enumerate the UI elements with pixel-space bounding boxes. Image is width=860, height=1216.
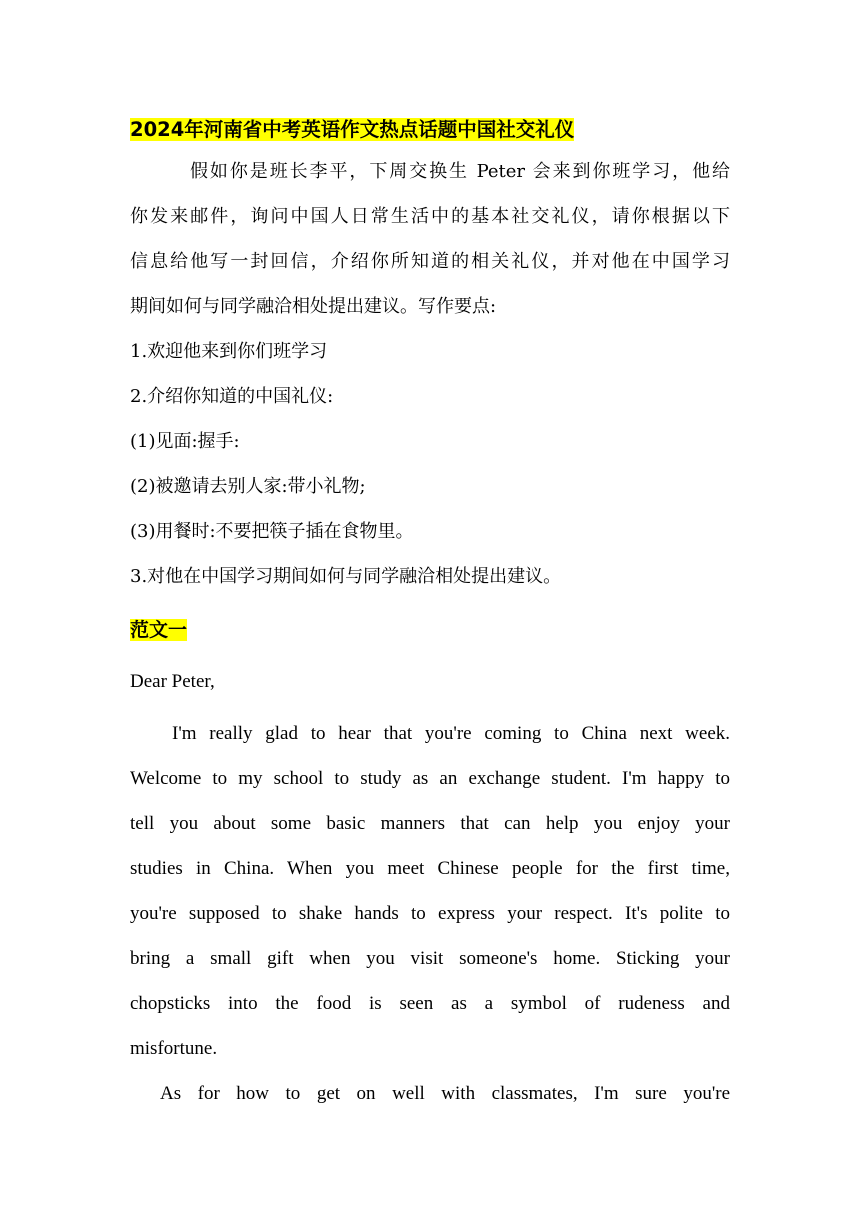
prompt-point: (3)用餐时:不要把筷子插在食物里。 bbox=[130, 521, 414, 542]
sample-heading-highlight: 范文一 bbox=[130, 619, 188, 641]
title-highlight: 2024年河南省中考英语作文热点话题中国社交礼仪 bbox=[130, 118, 575, 141]
prompt-line: 假如你是班长李平，下周交换生 Peter 会来到你班学习，他给 bbox=[190, 161, 730, 182]
prompt-point: (2)被邀请去别人家:带小礼物; bbox=[130, 476, 366, 497]
letter-line: chopsticks into the food is seen as a symbol of rudeness and bbox=[130, 993, 730, 1014]
prompt-point: 1.欢迎他来到你们班学习 bbox=[130, 341, 328, 362]
sample-heading bbox=[130, 616, 730, 644]
page-title bbox=[130, 116, 730, 144]
letter-line: bring a small gift when you visit someone's home. Sticking your bbox=[130, 948, 730, 969]
letter-line: studies in China. When you meet Chinese people for the first time, bbox=[130, 858, 730, 879]
prompt-point: 3.对他在中国学习期间如何与同学融洽相处提出建议。 bbox=[130, 566, 562, 587]
letter-line: As for how to get on well with classmates, I'm sure you're bbox=[160, 1083, 730, 1104]
prompt-line: 你发来邮件，询问中国人日常生活中的基本社交礼仪，请你根据以下 bbox=[130, 206, 730, 227]
letter-line: you're supposed to shake hands to express your respect. It's polite to bbox=[130, 903, 730, 924]
prompt-line: 期间如何与同学融洽相处提出建议。写作要点: bbox=[130, 296, 497, 317]
letter-line: misfortune. bbox=[130, 1038, 218, 1059]
letter-line: Welcome to my school to study as an exchange student. I'm happy to bbox=[130, 768, 730, 789]
letter-line: I'm really glad to hear that you're coming to China next week. bbox=[172, 723, 730, 744]
prompt-point: 2.介绍你知道的中国礼仪: bbox=[130, 386, 334, 407]
letter-line: tell you about some basic manners that can help you enjoy your bbox=[130, 813, 730, 834]
prompt-point: (1)见面:握手: bbox=[130, 431, 240, 452]
letter-greeting: Dear Peter, bbox=[130, 671, 215, 692]
prompt-line: 信息给他写一封回信，介绍你所知道的相关礼仪，并对他在中国学习 bbox=[130, 251, 730, 272]
